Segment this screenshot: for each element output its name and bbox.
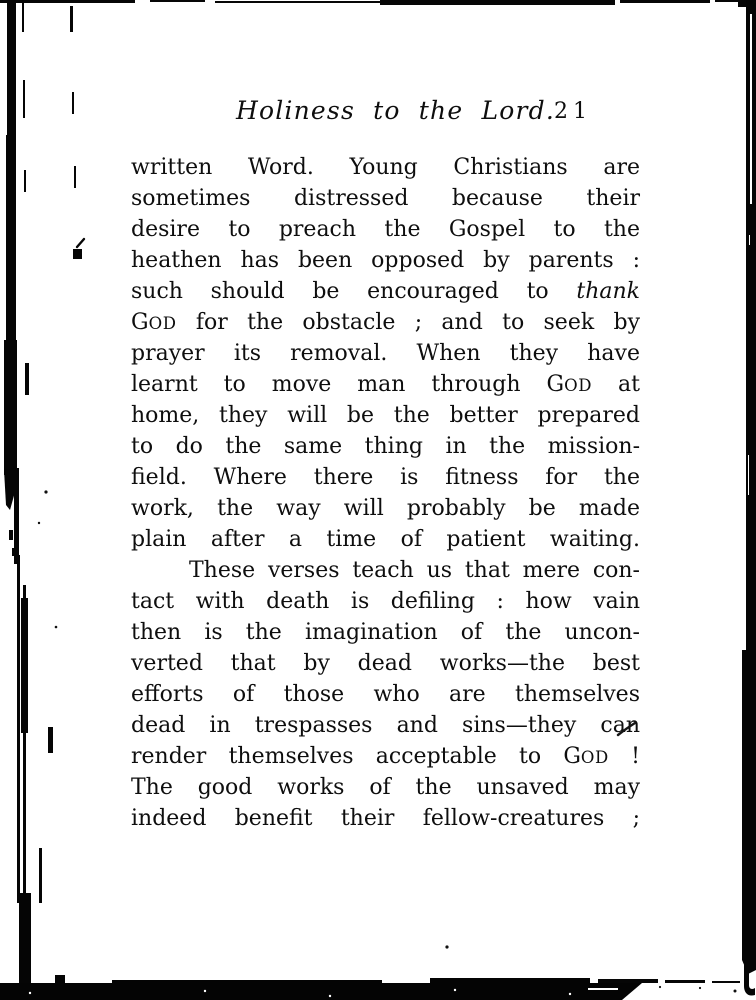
text-line: prayer its removal. When they have <box>131 341 640 366</box>
top-edge-artifact <box>0 0 756 7</box>
text-line: These verses teach us that mere con- <box>189 558 640 583</box>
left-binding-streak <box>4 0 53 1000</box>
paragraph <box>131 555 640 834</box>
text-line: field. Where there is fitness for the <box>131 465 640 490</box>
page-number: 21 <box>554 99 592 124</box>
text-line: then is the imagination of the uncon- <box>131 620 640 645</box>
text-line: to do the same thing in the mission- <box>131 434 640 459</box>
left-margin-dashes <box>70 6 76 188</box>
text-line: The good works of the unsaved may <box>131 775 640 800</box>
text-line: dead in trespasses and sins—they can <box>131 713 640 738</box>
text-line: sometimes distressed because their <box>131 186 640 211</box>
text-line: home, they will be the better prepared <box>131 403 640 428</box>
page-header <box>131 96 640 132</box>
bottom-edge-band <box>0 975 740 1000</box>
text-line: tact with death is defiling : how vain <box>131 589 640 614</box>
text-line: desire to preach the Gospel to the <box>131 217 640 242</box>
text-line: indeed benefit their fellow-creatures ; <box>131 806 640 831</box>
text-line: heathen has been opposed by parents : <box>131 248 640 273</box>
text-line: efforts of those who are themselves <box>131 682 640 707</box>
text-block <box>131 152 640 834</box>
text-line: plain after a time of patient waiting. <box>131 527 640 552</box>
text-line: such should be encouraged to thank <box>131 279 640 304</box>
text-line: verted that by dead works—the best <box>131 651 640 676</box>
text-line: render themselves acceptable to GOD ! <box>131 744 640 769</box>
right-edge-band <box>742 0 756 996</box>
running-title: Holiness to the Lord. <box>235 96 556 125</box>
text-line: written Word. Young Christians are <box>131 155 640 180</box>
paragraph <box>131 152 640 555</box>
text-line: work, the way will probably be made <box>131 496 640 521</box>
text-line: GOD for the obstacle ; and to seek by <box>131 310 640 335</box>
text-line: learnt to move man through GOD at <box>131 372 640 397</box>
ink-blot <box>73 239 84 259</box>
